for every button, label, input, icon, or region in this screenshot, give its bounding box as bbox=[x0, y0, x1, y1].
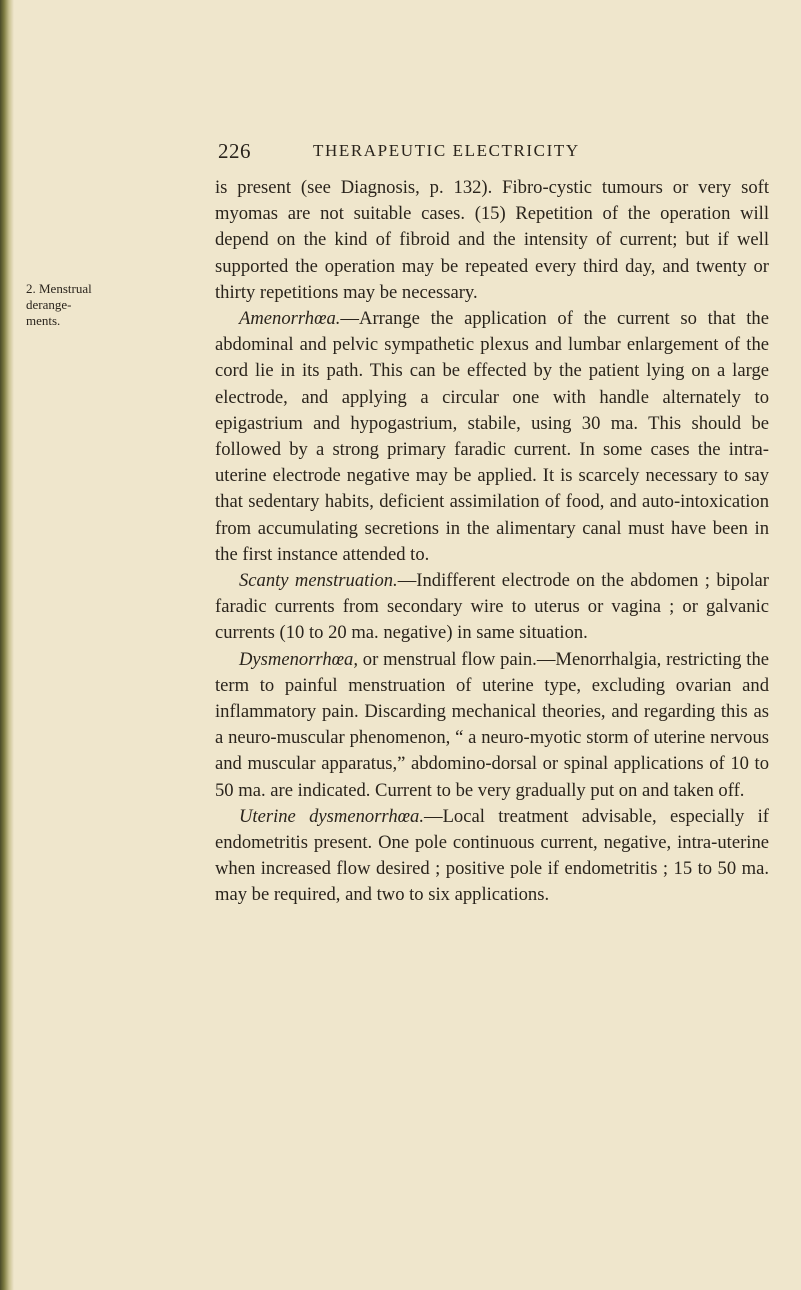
margin-note bbox=[26, 281, 118, 329]
paragraph-text: is present (see Diagnosis, p. 132). Fibro-cystic tumours or very soft myomas are not suitable cases. (15) Repetition of the operation will depend on the kind of fibroid and the intensity of current; but if well supported the operation may be repeated every third day, and twenty or thirty repetitions may be necessary. bbox=[215, 177, 769, 303]
body-text bbox=[215, 175, 769, 909]
paragraph bbox=[215, 647, 769, 804]
paragraph-text: —Local treatment advisable, especially if endometritis present. One pole continuous current, negative, intra-uterine when increased flow desired ; positive pole if endometritis ; 15 to 50 ma. may be required, and two to six applications. bbox=[215, 805, 769, 906]
book-binding-edge bbox=[0, 0, 14, 1290]
paragraph bbox=[215, 804, 769, 909]
paragraph-heading: Amenorrhœa. bbox=[239, 308, 341, 330]
page-header bbox=[0, 139, 801, 163]
margin-note-line: derange- bbox=[26, 297, 72, 312]
paragraph-heading: Scanty menstruation. bbox=[239, 570, 398, 592]
page-number: 226 bbox=[218, 139, 251, 163]
margin-note-line: 2. Menstrual bbox=[26, 281, 92, 296]
running-title: THERAPEUTIC ELECTRICITY bbox=[313, 141, 580, 160]
paragraph-heading: Uterine dysmenorrhœa. bbox=[239, 805, 424, 827]
margin-note-line: ments. bbox=[26, 313, 61, 328]
paragraph bbox=[215, 568, 769, 647]
paragraph-text: —Indifferent electrode on the abdomen ; bipolar faradic currents from secondary wire to uterus or vagina ; or galvanic currents (10 to 20 ma. negative) in same situation. bbox=[215, 570, 769, 644]
paragraph-text: or menstrual flow pain.—Menorrhalgia, restricting the term to painful menstruation of uterine type, excluding ovarian and inflammatory pain. Discarding mechanical theories, and regarding this as a neuro-muscular phenomenon, “ a neuro-myotic storm of uterine nervous and muscular apparatus,” abdomino-dorsal or spinal applications of 10 to 50 ma. are indicated. Current to be very gradually put on and taken off. bbox=[215, 648, 769, 801]
paragraph-heading: Dysmenorrhœa, bbox=[239, 648, 358, 670]
paragraph bbox=[215, 306, 769, 568]
paragraph-text: —Arrange the application of the current so that the abdominal and pelvic sympathetic plexus and lumbar enlargement of the cord lie in its path. This can be effected by the patient lying on a large electrode, and applying a circular one with handle alternately to epigastrium and hypogastrium, stabile, using 30 ma. This should be followed by a strong primary faradic current. In some cases the intra-uterine electrode negative may be applied. It is scarcely necessary to say that sedentary habits, deficient assimilation of food, and auto-intoxication from accumulating secretions in the alimentary canal must have been in the first instance attended to. bbox=[215, 308, 769, 565]
paragraph bbox=[215, 175, 769, 306]
